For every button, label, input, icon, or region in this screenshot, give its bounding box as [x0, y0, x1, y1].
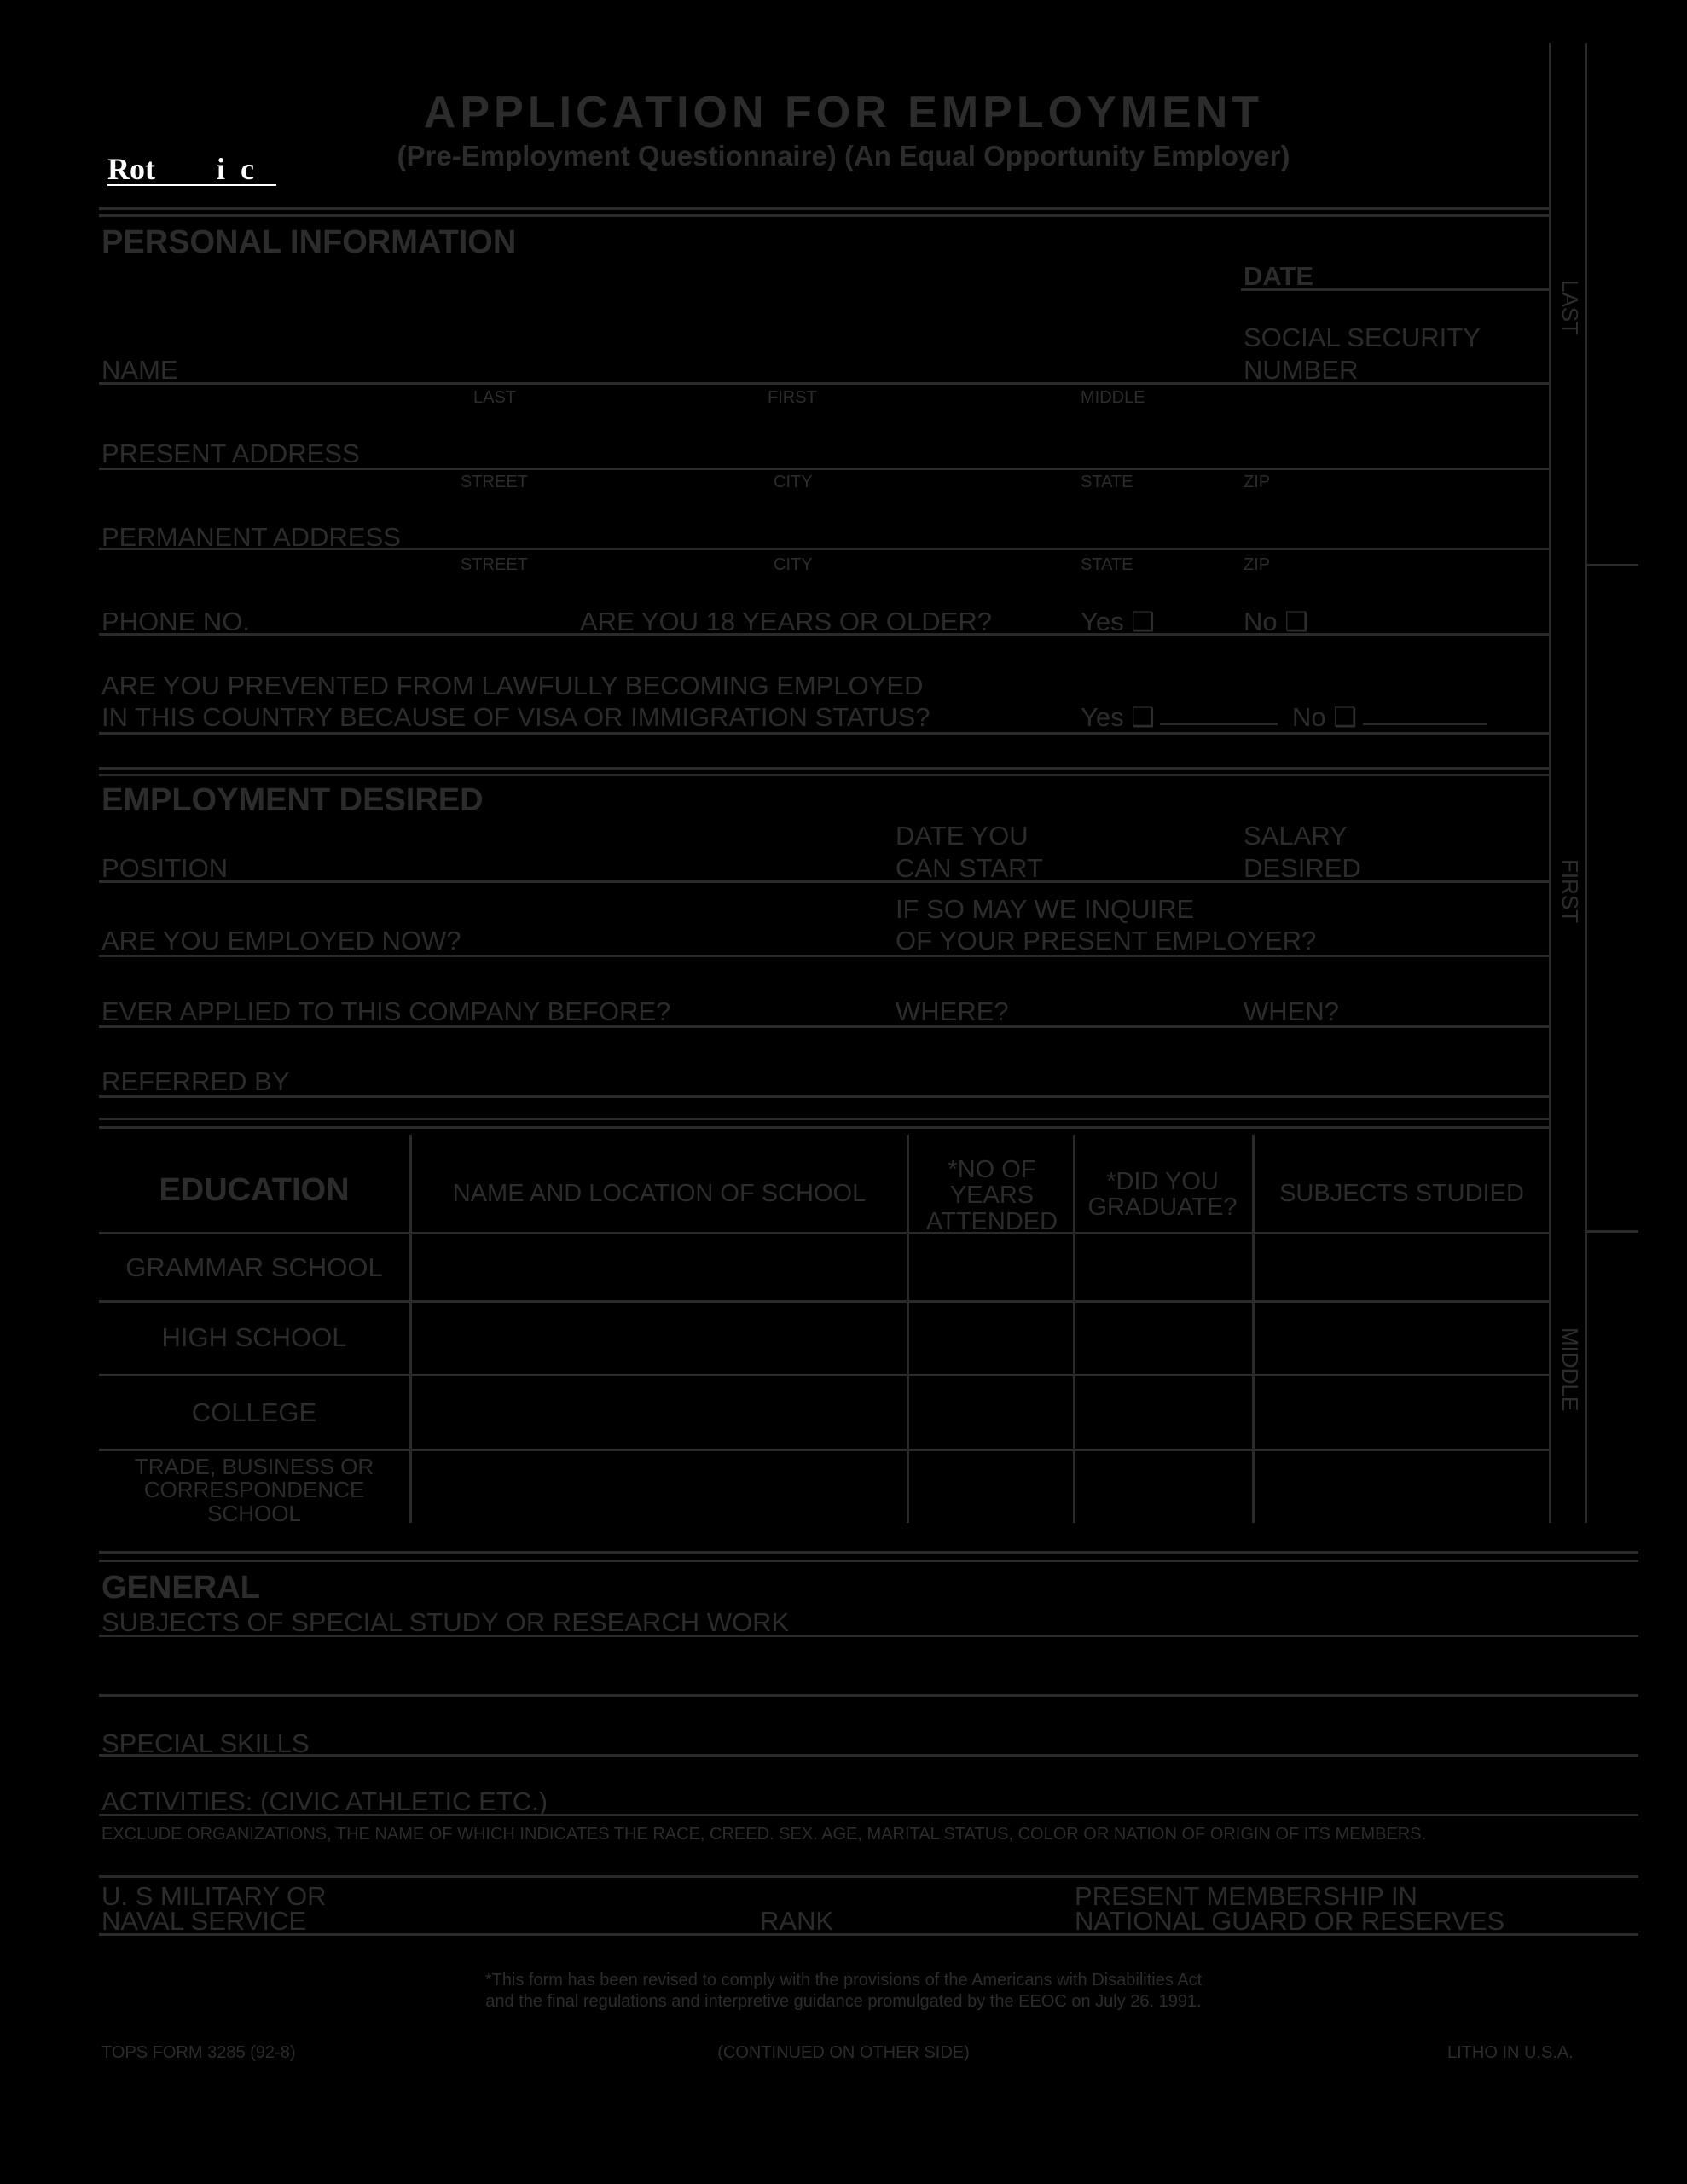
military-field[interactable]: [99, 1933, 1638, 1936]
side-label-last: LAST: [1557, 280, 1583, 336]
section-rule: [99, 1126, 1549, 1129]
last-caption: LAST: [473, 388, 517, 407]
ssn-label: NUMBER: [1244, 355, 1359, 385]
applied-before-label: EVER APPLIED TO THIS COMPANY BEFORE?: [101, 996, 671, 1026]
litho-note: LITHO IN U.S.A.: [1447, 2043, 1574, 2062]
name-field[interactable]: [99, 382, 1549, 385]
date-label: DATE: [1244, 261, 1314, 291]
state-caption: STATE: [1081, 473, 1133, 491]
middle-caption: MIDDLE: [1081, 388, 1145, 407]
page-subtitle: (Pre-Employment Questionnaire) (An Equal Opportunity Employer): [397, 140, 1290, 171]
position-field[interactable]: [99, 880, 1549, 883]
position-label: POSITION: [101, 853, 229, 883]
table-col-line: [1073, 1135, 1075, 1523]
section-rule: [99, 767, 1549, 770]
college-row: COLLEGE: [191, 1397, 317, 1427]
subjects-header: SUBJECTS STUDIED: [1279, 1180, 1524, 1207]
section-rule: [99, 774, 1549, 776]
military-label: U. S MILITARY OR: [101, 1881, 327, 1911]
phone-field[interactable]: [99, 633, 1549, 636]
applied-before-field[interactable]: [99, 1025, 1549, 1028]
start-date-label: CAN START: [896, 853, 1043, 883]
zip-caption: ZIP: [1244, 555, 1271, 574]
age-question: ARE YOU 18 YEARS OR OLDER?: [580, 607, 992, 636]
side-label-middle: MIDDLE: [1557, 1327, 1583, 1412]
age-yes-checkbox[interactable]: Yes ❑: [1081, 607, 1155, 636]
section-rule: [99, 1118, 1549, 1120]
table-row-line: [99, 1232, 1549, 1234]
salary-label: DESIRED: [1244, 853, 1361, 883]
visa-yes-line[interactable]: [1160, 723, 1278, 725]
where-label: WHERE?: [896, 996, 1009, 1026]
trade-school-row: TRADE, BUSINESS OR CORRESPONDENCE SCHOOL: [134, 1454, 374, 1526]
activities-label: ACTIVITIES: (CIVIC ATHLETIC ETC.): [101, 1786, 548, 1816]
stub-divider-1: [1585, 564, 1638, 566]
visa-yes-checkbox[interactable]: Yes ❑: [1081, 702, 1155, 732]
logo-underline: [107, 184, 276, 186]
form-number: TOPS FORM 3285 (92-8): [101, 2043, 296, 2062]
salary-label: SALARY: [1244, 821, 1348, 851]
visa-question: ARE YOU PREVENTED FROM LAWFULLY BECOMING EMPLOYED: [101, 671, 924, 700]
school-name-header: NAME AND LOCATION OF SCHOOL: [452, 1180, 867, 1207]
guard-label: PRESENT MEMBERSHIP IN: [1075, 1881, 1417, 1911]
military-label: NAVAL SERVICE: [101, 1906, 307, 1936]
inquire-label: IF SO MAY WE INQUIRE: [896, 894, 1195, 924]
permanent-address-field[interactable]: [99, 548, 1549, 550]
stub-line: [1585, 43, 1587, 1523]
visa-field: [99, 732, 1549, 735]
years-attended-header: *NO OF YEARS ATTENDED: [925, 1156, 1058, 1235]
referred-by-label: REFERRED BY: [101, 1066, 290, 1096]
exclude-note: EXCLUDE ORGANIZATIONS, THE NAME OF WHICH INDICATES THE RACE, CREED. SEX. AGE, MARITAL STATUS, COLOR OR NATION OF ORIGIN OF ITS MEMBERS.: [101, 1825, 1427, 1844]
table-col-line: [907, 1135, 909, 1523]
special-skills-field[interactable]: [99, 1754, 1638, 1757]
table-row-line: [99, 1374, 1549, 1376]
side-label-first: FIRST: [1557, 859, 1583, 924]
special-study-label: SUBJECTS OF SPECIAL STUDY OR RESEARCH WORK: [101, 1607, 790, 1637]
activities-field[interactable]: [99, 1814, 1638, 1816]
visa-question: IN THIS COUNTRY BECAUSE OF VISA OR IMMIGRATION STATUS?: [101, 702, 930, 732]
special-study-field-2[interactable]: [99, 1694, 1638, 1697]
special-study-field[interactable]: [99, 1635, 1638, 1637]
referred-by-field[interactable]: [99, 1095, 1549, 1098]
table-row-line: [99, 1300, 1549, 1303]
right-margin-line: [1549, 43, 1551, 1523]
activities-field-2[interactable]: [99, 1875, 1638, 1878]
age-no-checkbox[interactable]: No ❑: [1244, 607, 1309, 636]
name-label: NAME: [101, 355, 178, 385]
personal-heading: PERSONAL INFORMATION: [101, 224, 517, 260]
ada-note: *This form has been revised to comply with the provisions of the Americans with Disabilities Act: [484, 1971, 1203, 1989]
street-caption: STREET: [461, 473, 528, 491]
when-label: WHEN?: [1244, 996, 1339, 1026]
stub-divider-2: [1585, 1230, 1638, 1233]
rank-label: RANK: [760, 1906, 834, 1936]
employed-now-label: ARE YOU EMPLOYED NOW?: [101, 926, 461, 956]
grammar-school-row: GRAMMAR SCHOOL: [125, 1252, 383, 1282]
phone-label: PHONE NO.: [101, 607, 250, 636]
employed-now-field[interactable]: [99, 955, 1549, 957]
state-caption: STATE: [1081, 555, 1133, 574]
ssn-label: SOCIAL SECURITY: [1244, 322, 1481, 352]
section-rule: [99, 214, 1549, 217]
present-address-label: PRESENT ADDRESS: [101, 439, 360, 468]
graduated-header: *DID YOU GRADUATE?: [1087, 1168, 1238, 1222]
education-heading: EDUCATION: [159, 1172, 350, 1208]
guard-label: NATIONAL GUARD OR RESERVES: [1075, 1906, 1505, 1936]
visa-no-checkbox[interactable]: No ❑: [1292, 702, 1358, 732]
section-rule: [99, 1560, 1638, 1562]
date-field[interactable]: [1241, 288, 1549, 291]
employment-heading: EMPLOYMENT DESIRED: [101, 782, 484, 818]
general-heading: GENERAL: [101, 1570, 260, 1606]
first-caption: FIRST: [768, 388, 817, 407]
visa-no-line[interactable]: [1363, 723, 1487, 725]
table-row-line: [99, 1449, 1549, 1451]
special-skills-label: SPECIAL SKILLS: [101, 1728, 310, 1758]
section-rule: [99, 207, 1549, 210]
high-school-row: HIGH SCHOOL: [161, 1322, 347, 1352]
city-caption: CITY: [774, 473, 813, 491]
present-address-field[interactable]: [99, 468, 1549, 470]
zip-caption: ZIP: [1244, 473, 1271, 491]
ada-note: and the final regulations and interpretive guidance promulgated by the EEOC on July 26. 1991.: [485, 1992, 1202, 2011]
page-title: APPLICATION FOR EMPLOYMENT: [423, 88, 1264, 137]
permanent-address-label: PERMANENT ADDRESS: [101, 522, 401, 552]
continued-note: (CONTINUED ON OTHER SIDE): [717, 2043, 970, 2062]
start-date-label: DATE YOU: [896, 821, 1029, 851]
city-caption: CITY: [774, 555, 813, 574]
section-rule: [99, 1551, 1638, 1554]
logo: Rot i c: [107, 152, 254, 186]
street-caption: STREET: [461, 555, 528, 574]
inquire-label: OF YOUR PRESENT EMPLOYER?: [896, 926, 1317, 956]
